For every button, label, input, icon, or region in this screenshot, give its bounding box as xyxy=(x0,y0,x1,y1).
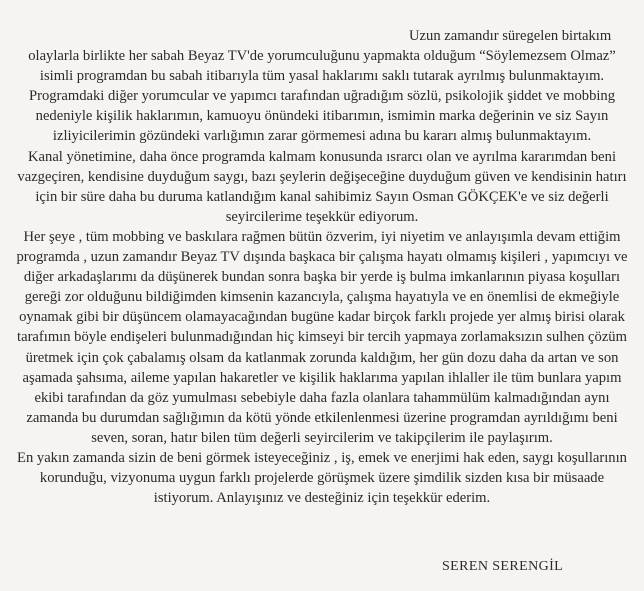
letter-line: ekibi tarafından da göz yumulması sebebiyle daha fazla olanlara tahammülüm kalmadığından aynı xyxy=(34,389,610,406)
letter-line: zamanda bu durumdan sağlığımın da kötü yönde etkilenlenmesi üzerine programdan ayrıldığımı beni xyxy=(26,409,618,426)
letter-line: programda , uzun zamandır Beyaz TV dışında başkaca bir çalışma hayatı olmamış kişileri , yapımcıyı ve xyxy=(16,249,628,266)
letter-line: diğer arkadaşlarımı da düşünerek bundan sonra başka bir yerde iş bulma imkanlarının piyasa koşulları xyxy=(23,269,621,286)
letter-line: oynamak gibi bir düşüncem olamayacağından bugüne kadar birçok farklı projede yer almış birisi olarak xyxy=(19,309,625,326)
letter-line: Programdaki diğer yorumcular ve yapımcı tarafından uğradığım sözlü, psikolojik şiddet ve mobbing xyxy=(28,88,616,105)
letter-line: üretmek için çok çabalamış olsam da katlanmak zorunda kaldığım, her gün dozu daha da artan ve son xyxy=(25,349,619,366)
letter-line: Uzun zamandır süregelen birtakım xyxy=(409,28,612,44)
letter-line: tarafımın böyle endişeleri bulunmadığından hiç kimseyi bir tercih yapmaya zorlamaksızın sulhen çözüm xyxy=(17,329,627,346)
signature: SEREN SERENGİL xyxy=(442,559,564,574)
letter-line: nedeniyle kişilik haklarımın, kamuoyu önündeki itibarımın, ismimin marka değerinin ve siz Sayın xyxy=(35,108,609,125)
letter-line: istiyorum. Anlayışınız ve desteğiniz için teşekkür ederim. xyxy=(153,490,491,507)
letter-line: seven, soran, hatır bilen tüm değerli seyircilerim ve takipçilerim ile paylaşırım. xyxy=(91,429,553,446)
letter-line: gereği zor olduğunu bildiğimden kimsenin kazancıyla, çalışma hayatıyla ve en önemlisi de ekmeğiyle xyxy=(24,289,620,306)
letter-line: Kanal yönetimine, daha önce programda kalmam konusunda ısrarcı olan ve ayrılma kararımdan beni xyxy=(28,148,616,165)
letter-line: En yakın zamanda sizin de beni görmek isteyeceğiniz , iş, emek ve enerjimi hak eden, saygı koşullarının xyxy=(17,449,627,466)
letter-line: vazgeçiren, kendisine duyduğum saygı, bazı şeylerin değişeceğine duyduğum güven ve kendisinin hatırı xyxy=(17,168,627,185)
letter-line: Her şeye , tüm mobbing ve baskılara rağmen bütün özverim, iyi niyetim ve anlayışımla devam ettiğim xyxy=(23,228,621,245)
letter-line: seyircilerime teşekkür ediyorum. xyxy=(225,208,419,225)
letter-line: izliyicilerimin gözündeki varlığımın zarar görmemesi adına bu kararı almış bulunmaktayım. xyxy=(52,128,592,145)
letter-line: aşamada şahsıma, aileme yapılan hakaretler ve kişilik haklarıma yapılan ihlaller ile tüm bunlara yapım xyxy=(22,369,622,386)
letter-line: olaylarla birlikte her sabah Beyaz TV'de yorumculuğunu yapmakta olduğum “Söylemezsem Olmaz” xyxy=(28,48,616,65)
letter-line: için bir süre daha bu duruma katlandığım kanal sahibimiz Sayın Osman GÖKÇEK'e ve siz değerli xyxy=(35,188,609,205)
letter-line: isimli programdan bu sabah itibarıyla tüm yasal haklarımı saklı tutarak ayrılmış bulunmaktayım. xyxy=(39,68,605,85)
letter-line: korunduğu, vizyonuma uygun farklı projelerde görüşmek üzere şimdilik sizden kısa bir müsaade xyxy=(39,470,605,487)
